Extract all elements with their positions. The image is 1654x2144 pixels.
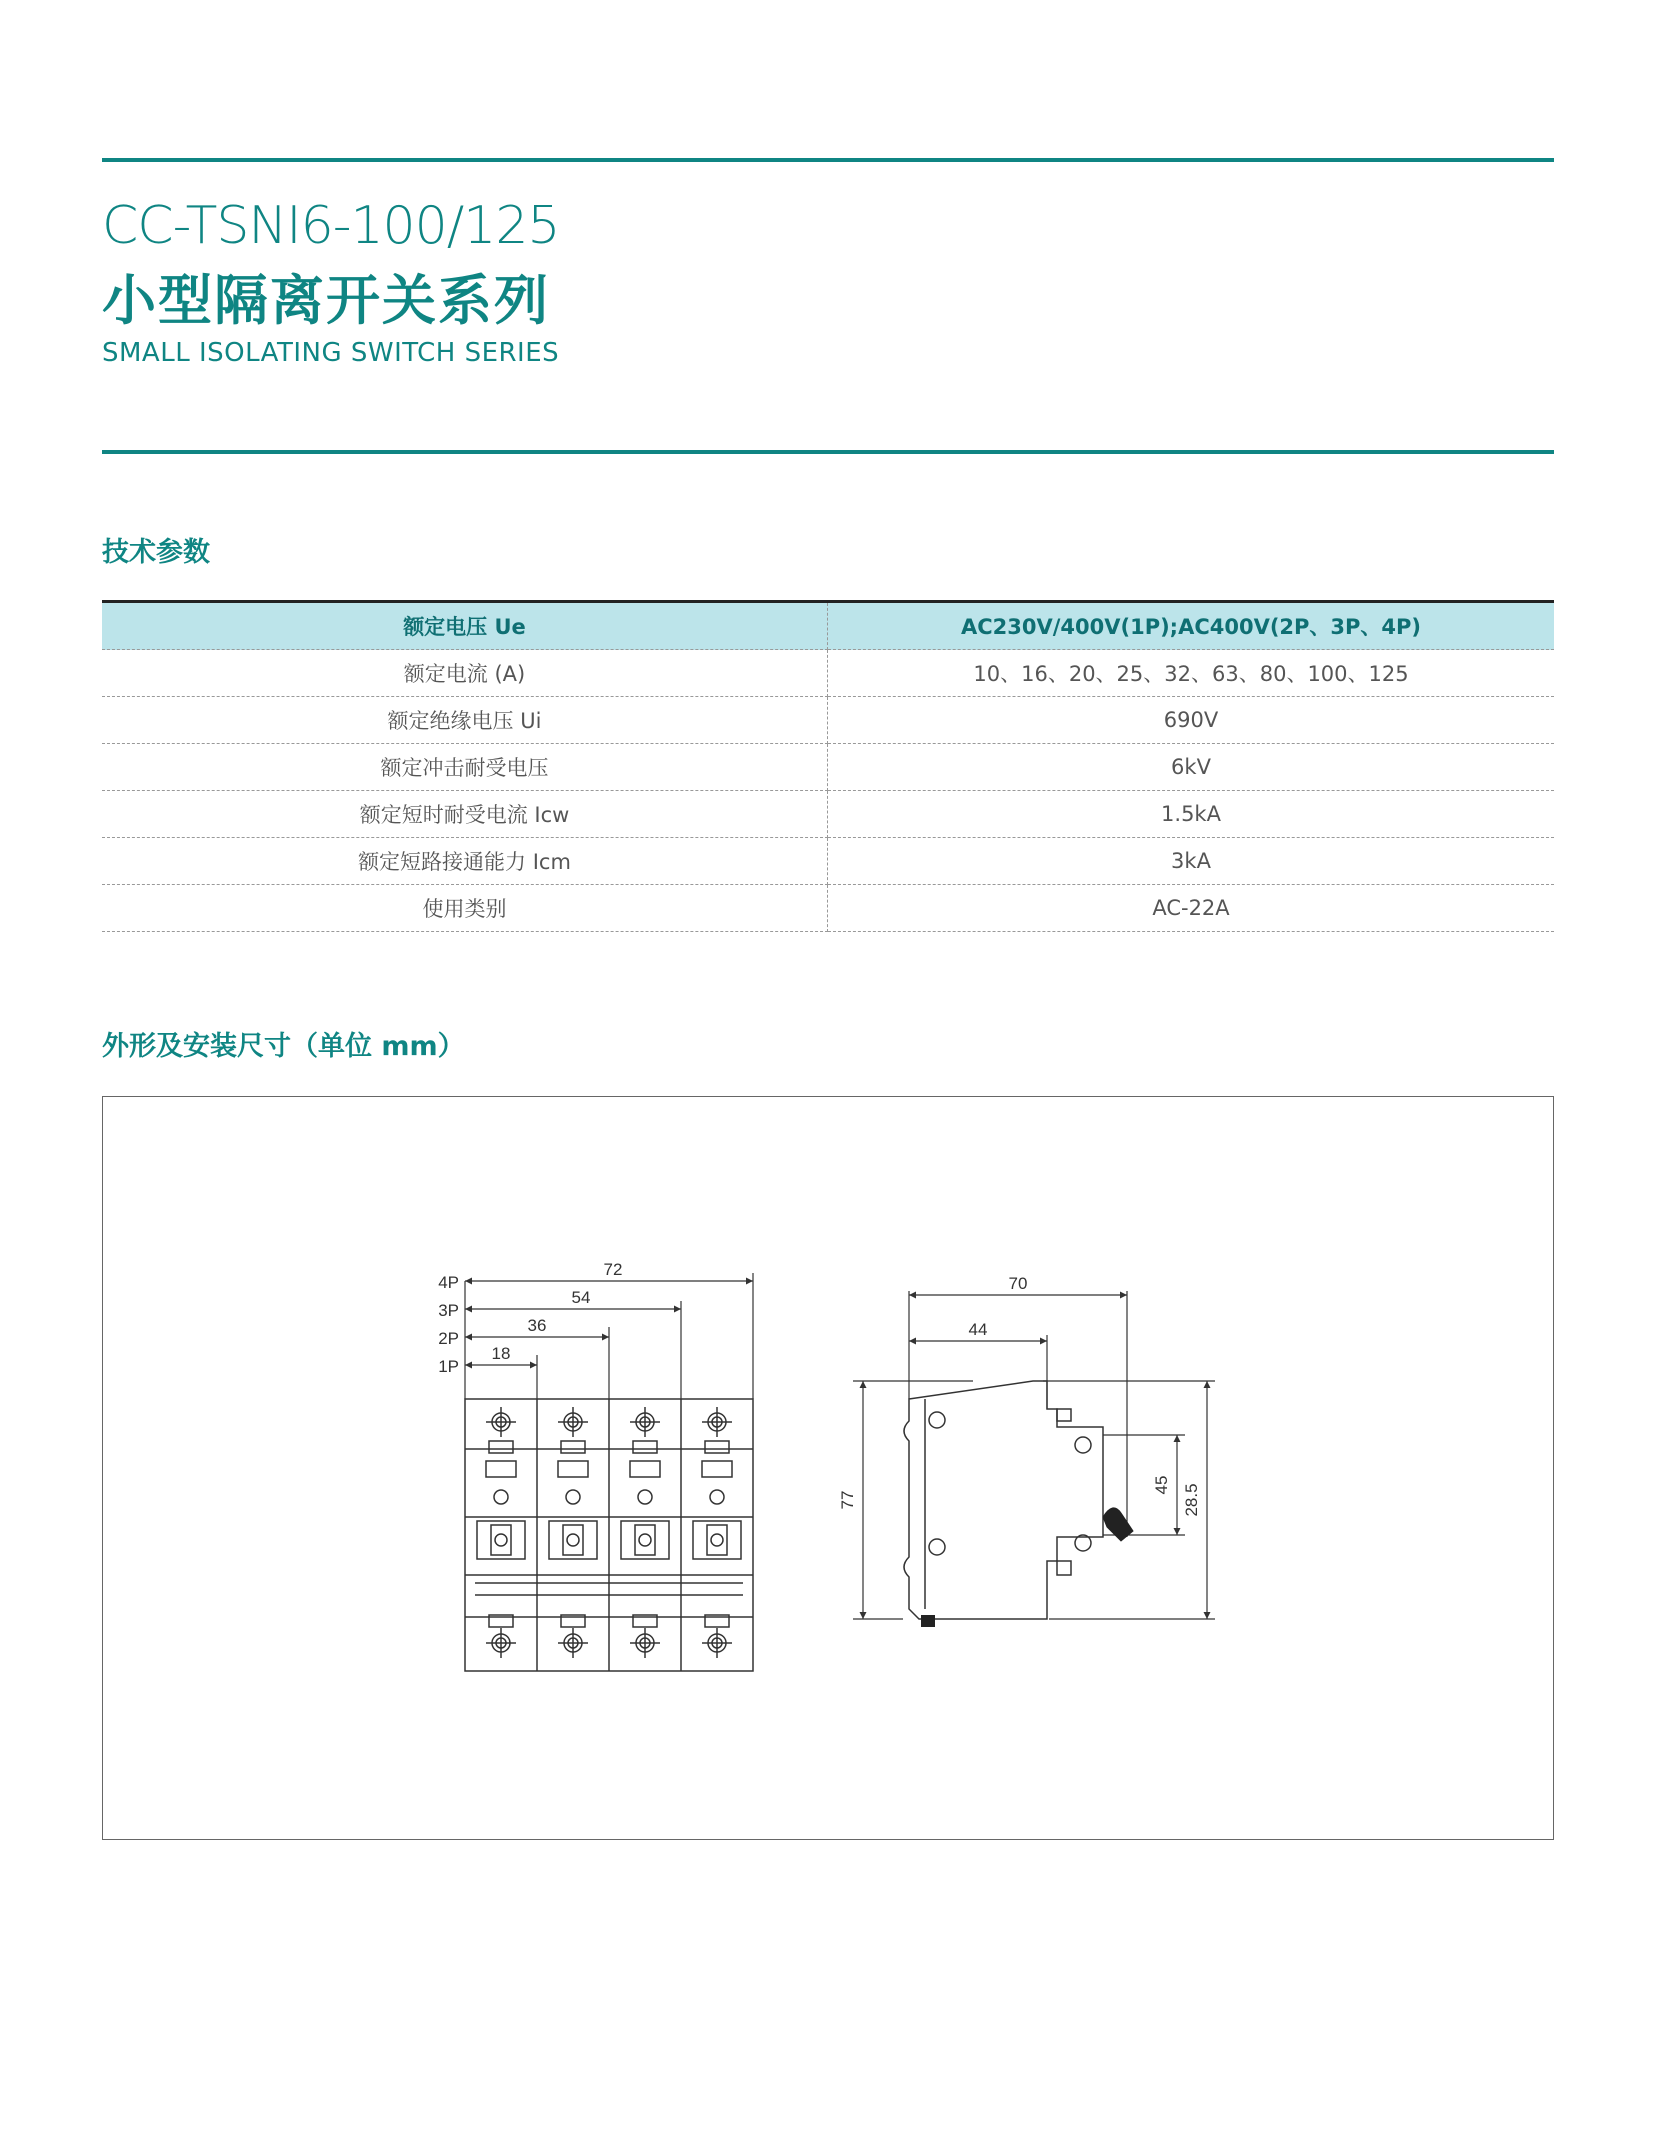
pole-label-1p: 1P — [438, 1357, 459, 1376]
section-title-dimensions: 外形及安装尺寸（单位 mm） — [102, 1031, 465, 1062]
spec-value: 3kA — [828, 838, 1555, 885]
table-row — [102, 838, 1554, 885]
spec-value: AC-22A — [828, 885, 1555, 932]
front-view-body — [465, 1399, 753, 1671]
section-title-tech-params: 技术参数 — [102, 537, 210, 568]
handle-icon — [1103, 1508, 1133, 1541]
series-title-cn: 小型隔离开关系列 — [102, 269, 550, 332]
pole-label-4p: 4P — [438, 1273, 459, 1292]
table-row — [102, 885, 1554, 932]
spec-value: 6kV — [828, 744, 1555, 791]
pole-2 — [549, 1407, 597, 1658]
pole-label-2p: 2P — [438, 1329, 459, 1348]
dim-label-54: 54 — [571, 1288, 591, 1307]
dim-label-77: 77 — [838, 1490, 857, 1510]
series-title-en: SMALL ISOLATING SWITCH SERIES — [102, 338, 560, 368]
spec-table-header-row — [102, 602, 1554, 650]
top-rule — [102, 158, 1554, 162]
dim-label-70: 70 — [1008, 1274, 1028, 1293]
din-clip-icon — [921, 1615, 935, 1627]
pole-label-3p: 3P — [438, 1301, 459, 1320]
dim-label-36: 36 — [527, 1316, 547, 1335]
spec-param: 额定短时耐受电流 Icw — [102, 791, 828, 838]
front-view-dimensions — [465, 1273, 753, 1399]
dim-label-18: 18 — [491, 1344, 511, 1363]
spec-param: 额定冲击耐受电压 — [102, 744, 828, 791]
spec-param: 额定绝缘电压 Ui — [102, 697, 828, 744]
side-view-dimensions — [853, 1291, 1215, 1619]
dimension-drawing — [103, 1097, 1553, 1839]
spec-value: 690V — [828, 697, 1555, 744]
spec-param: 额定电流 (A) — [102, 650, 828, 697]
spec-param: 额定短路接通能力 Icm — [102, 838, 828, 885]
pole-1 — [477, 1407, 525, 1658]
pole-3 — [621, 1407, 669, 1658]
spec-header-value: AC230V/400V(1P);AC400V(2P、3P、4P) — [828, 602, 1555, 650]
dim-label-72: 72 — [603, 1260, 623, 1279]
spec-param: 使用类别 — [102, 885, 828, 932]
dim-label-28-5: 28.5 — [1182, 1483, 1201, 1517]
spec-header-param: 额定电压 Ue — [102, 602, 828, 650]
table-row — [102, 697, 1554, 744]
dim-label-45: 45 — [1152, 1475, 1171, 1495]
table-row — [102, 791, 1554, 838]
spec-value: 10、16、20、25、32、63、80、100、125 — [828, 650, 1555, 697]
model-number: CC-TSNI6-100/125 — [102, 196, 560, 256]
table-row — [102, 744, 1554, 791]
spec-value: 1.5kA — [828, 791, 1555, 838]
header-bottom-rule — [102, 450, 1554, 454]
spec-table — [102, 600, 1554, 932]
dimension-drawing-frame — [102, 1096, 1554, 1840]
side-view-body — [904, 1381, 1103, 1619]
pole-4 — [693, 1407, 741, 1658]
table-row — [102, 650, 1554, 697]
dim-label-44: 44 — [968, 1320, 988, 1339]
